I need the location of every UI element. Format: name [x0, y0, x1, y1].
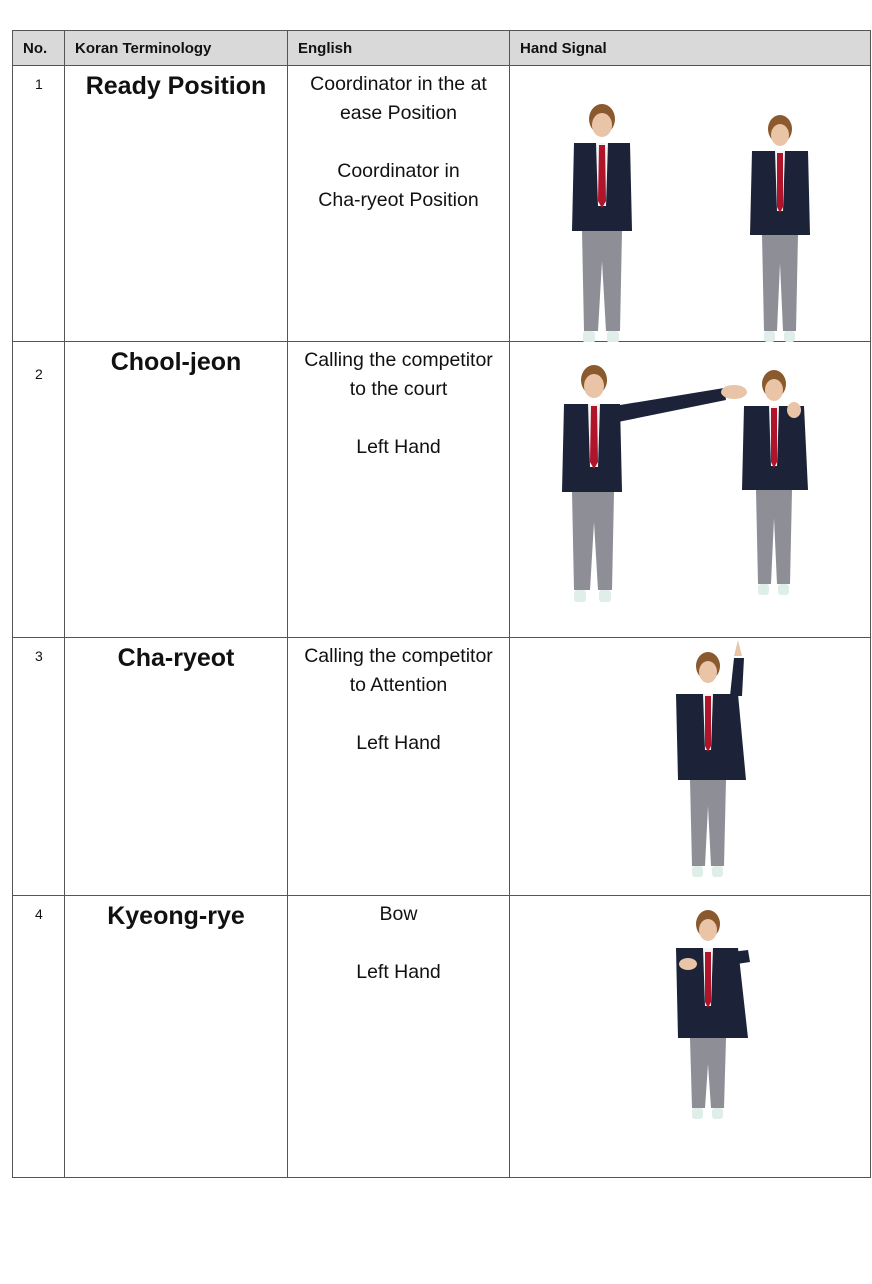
english-description: [288, 66, 510, 342]
korean-term: Cha-ryeot: [65, 638, 288, 896]
row-number: 2: [13, 342, 65, 638]
english-line: Coordinator in: [337, 160, 460, 182]
english-description: [288, 638, 510, 896]
english-line: Coordinator in the at: [310, 73, 487, 95]
english-line: Left Hand: [356, 436, 441, 458]
figure-hand-raised: [676, 640, 746, 877]
english-line: Cha-ryeot Position: [318, 189, 479, 211]
table-header-row: [13, 31, 871, 66]
row-number: 4: [13, 896, 65, 1178]
hand-signal-table: [12, 30, 871, 1178]
table-row: [13, 896, 871, 1178]
hand-signal-illustration: [510, 896, 870, 1178]
english-line: Calling the competitor: [304, 349, 493, 371]
figure-at-ease: [572, 104, 632, 342]
hand-signal-illustration: [510, 342, 870, 638]
table-row: [13, 342, 871, 638]
table-row: [13, 638, 871, 896]
english-line: to the court: [349, 378, 448, 400]
figure-arm-extended-front: [742, 370, 808, 595]
header-english: English: [288, 31, 510, 66]
header-no: No.: [13, 31, 65, 66]
english-line: to Attention: [349, 674, 448, 696]
figure-attention: [750, 115, 810, 342]
english-line: Left Hand: [356, 961, 441, 983]
hand-signal-cell: [510, 342, 871, 638]
table-row: [13, 66, 871, 342]
korean-term: Chool-jeon: [65, 342, 288, 638]
hand-signal-cell: [510, 66, 871, 342]
hand-signal-cell: [510, 896, 871, 1178]
hand-signal-illustration: [510, 638, 870, 896]
english-description: [288, 896, 510, 1178]
english-line: Calling the competitor: [304, 645, 493, 667]
english-line: Left Hand: [356, 732, 441, 754]
english-line: ease Position: [339, 102, 458, 124]
korean-term: Ready Position: [65, 66, 288, 342]
row-number: 1: [13, 66, 65, 342]
figure-arm-extended-side: [562, 365, 747, 602]
korean-term: Kyeong-rye: [65, 896, 288, 1178]
row-number: 3: [13, 638, 65, 896]
figure-arm-across-chest: [676, 910, 750, 1119]
hand-signal-cell: [510, 638, 871, 896]
english-line: Bow: [379, 903, 418, 925]
english-description: [288, 342, 510, 638]
hand-signal-illustration: [510, 66, 870, 342]
header-hand-signal: Hand Signal: [510, 31, 871, 66]
header-korean-terminology: Koran Terminology: [65, 31, 288, 66]
